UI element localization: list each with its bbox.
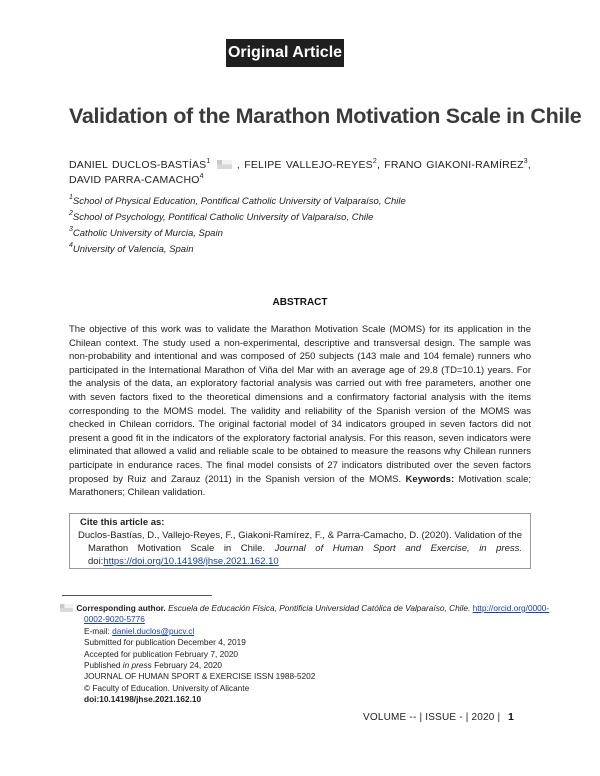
author-2: FELIPE VALLEJO-REYES [244,159,373,171]
copyright-line: © Faculty of Education. University of Alicante [84,682,250,693]
submitted-date: Submitted for publication December 4, 2019 [84,637,246,648]
author-4-last: PARRA-CAMACHO [104,174,200,186]
footer-volume: VOLUME -- | ISSUE - | 2020 | [363,712,501,723]
journal-issn: JOURNAL OF HUMAN SPORT & EXERCISE ISSN 1988-5202 [84,671,316,682]
chile-flag-icon [60,604,73,612]
abstract-heading: ABSTRACT [272,297,328,308]
footnote-divider [62,595,212,596]
cite-journal: Journal of Human Sport and Exercise, in press. [274,543,523,554]
author-4-first: DAVID [69,174,102,186]
original-article-badge: Original Article [226,39,344,67]
affiliation-2: $^2$School of Psychology, Pontifical Catholic University of Valparaíso, Chile [69,210,374,223]
abstract-body [69,323,531,500]
affiliation-3: $^3$Catholic University of Murcia, Spain [69,226,223,239]
article-doi: doi:10.14198/jhse.2021.162.10 [84,694,202,705]
corresponding-address: Escuela de Educación Física, Pontificia Universidad Católica de Valparaíso, Chile. [168,603,471,613]
author-list: DANIEL DUCLOS-BASTÍAS$^1$ , FELIPE VALLEJO-REYES$^2$, FRANO GIAKONI-RAMÍREZ$^3$, DAVID PARRA-CAMACHO$^4$ [69,158,531,186]
author-1: DANIEL DUCLOS-BASTÍAS [69,159,207,171]
email-link[interactable]: daniel.duclos@pucv.cl [112,625,195,636]
cite-text [78,529,522,568]
keywords-text: Motivation scale; Marathoners; Chilean validation. [69,473,531,499]
chile-flag-icon [217,160,232,169]
cite-heading: Cite this article as: [80,517,165,528]
page-number: 1 [508,711,514,723]
abstract-text: The objective of this work was to validate the Marathon Motivation Scale (MOMS) for its application in the Chilean context. The study used a non-experimental, descriptive and transversal design. The sample was non-probability and intentional and was composed of 250 subjects (143 male and 104 female) runners who participated in the International Marathon of Viña del Mar with an average age of 29.8 (TD=10.1) years. For the analysis of the data, an exploratory factorial analysis was carried out with free parameters, another one with seven factors fixed to the theoretical dimensions and a confirmatory factorial analysis with the items corresponding to the MOMS model. The validity and reliability of the Spanish version of the MOMS was checked in Chilean corridors. The original factorial model of 34 indicators grouped in seven factors did not present a good fit in the indicators of the exploratory factorial analysis. For this reason, seven indicators were eliminated that allowed a valid and reliable scale to be obtained to measure the reasons why Chilean runners participate in endurance races. The final model consists of 27 indicators distributed over the seven factors proposed by Ruiz and Zarauz (2011) in the Spanish version of the MOMS. [69,324,531,485]
cite-box [69,513,531,569]
affiliation-1: $^1$School of Physical Education, Pontifical Catholic University of Valparaíso, Chile [69,194,406,207]
paper-title: Validation of the Marathon Motivation Scale in Chile [69,104,582,128]
cite-doi-prefix: doi: [88,556,104,567]
affiliation-4: $^4$University of Valencia, Spain [69,242,194,255]
keywords-label: Keywords: [405,473,455,485]
orcid-link[interactable]: http://orcid.org/0000- [472,603,550,613]
author-3: FRANO GIAKONI-RAMÍREZ [384,159,524,171]
corresponding-label: Corresponding author. [76,603,166,613]
published-date: Published in press February 24, 2020 [84,660,222,671]
orcid-link-cont[interactable]: 0002-9020-5776 [84,614,145,625]
correspondence-block [58,603,550,706]
cite-reference: Duclos-Bastías, D., Vallejo-Reyes, F., Giakoni-Ramírez, F., & Parra-Camacho, D. (2020). Validation of the Marathon Motivation Scale in Chile. [78,530,522,554]
email-label: E-mail: [84,625,110,636]
cite-doi-link[interactable]: https://doi.org/10.14198/jhse.2021.162.10 [103,556,279,567]
accepted-date: Accepted for publication February 7, 2020 [84,648,239,659]
